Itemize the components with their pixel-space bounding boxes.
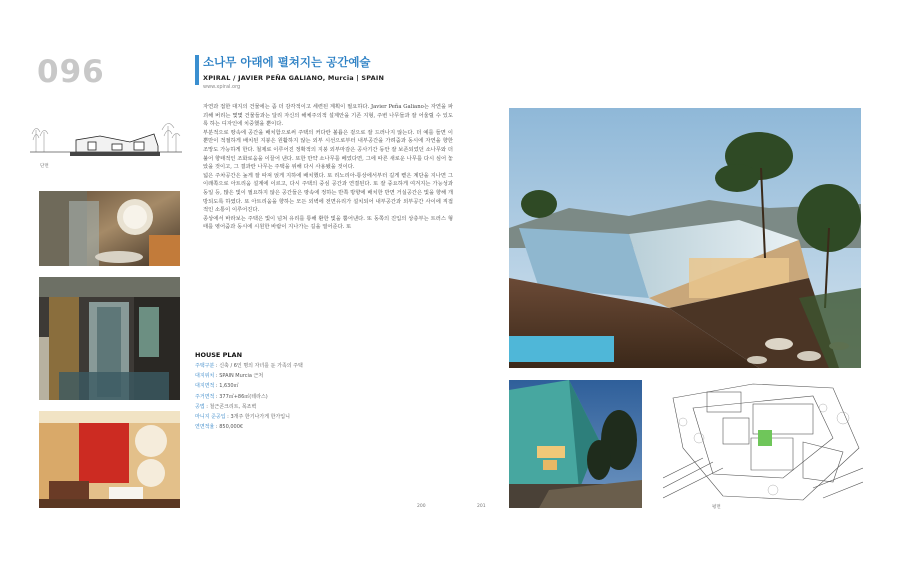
house-plan-item: 대지면적 : 1,630㎡ xyxy=(195,383,239,390)
issue-number: 096 xyxy=(37,54,105,90)
body-paragraph: 넓은 주차공간은 높게 잘 따져 얹게 지하에 배치했다. 또 리노리아-통상에서부터 길게 뻗은 계단을 지나면 그 이래쪽으로 아트리움 설계에 이르고, 다시 주택의 중심 공간과 연결된다. 또 잘 중요하게 여겨지는 가능성과 동일 등, 많은 빛이 필요하지 않은 공간들은 땅속에 정하는 반쪽 방향에 배치한 반면 거실공간은 빛을 향해 개방되도록 하였다. 또 아트리움을 향하는 모든 외벽에 전면유리가 설치되어 내부공간과 외부공간 사이에 직접적인 소통이 이루어진다. xyxy=(203,172,453,214)
title-accent-bar xyxy=(195,55,199,85)
body-paragraph: 자연과 접한 대지의 건물에는 좀 더 감각적이고 세련된 계획이 필요하다. Javier Peña Galiano는 자연을 파괴해 버리는 몇몇 건물들과는 달리 자신의 해체주의적 설계안을 기존 지형, 주변 나무들과 잘 어울릴 수 있도록 하는 디자인에 치중했을 뿐이다. xyxy=(203,104,453,128)
exterior-main-photo xyxy=(509,108,861,368)
house-plan-item: 주택구분 : 신축 / 6인 명의 자녀를 둔 가족의 주택 xyxy=(195,363,303,369)
interior-photo-lounge xyxy=(39,191,180,266)
house-plan-item: 대지위치 : SPAIN Murcia 근처 xyxy=(195,373,264,380)
website-url[interactable]: www.xpiral.org xyxy=(203,84,241,90)
body-paragraph: 부분적으로 땅속에 공간을 배치함으로써 주택의 커다란 볼륨은 겉으로 잘 드러나지 않는다. 더 예를 들면 이 뿐만이 적절하게 배치된 지붕은 원활하지 않는 외부 시선으로부터 내부공간을 가려줌과 동시에 자연을 향한 조망도 가능하게 한다. 철제로 이루어진 정확적의 지붕 외부마감은 공사기간 동안 잘 보존되었던 소나무와 더불어 향태적인 조화로움을 이끌어 낸다. 또한 만약 소나무를 베었다면, 그에 따른 새로운 나무를 다시 심어 놓았을 것이고, 그 결과란 나무는 주택을 위해 다시 사용됐을 것이다. xyxy=(203,129,453,171)
house-plan-item: 마니지 준공입 : 3개주 한기나가게 한가입니 xyxy=(195,414,290,421)
article-title: 소나무 아래에 펼쳐지는 공간예술 xyxy=(203,55,371,69)
house-plan-item: 연면적율 : 850,000€ xyxy=(195,424,244,431)
floor-plan-drawing xyxy=(663,378,863,506)
house-plan-list xyxy=(195,361,303,432)
interior-photo-bathroom xyxy=(39,411,180,508)
house-plan-item: 주거면적 : 377㎡+86㎡(테라스) xyxy=(195,393,268,400)
section-caption: 단면 xyxy=(40,164,49,169)
plan-caption: 평면 xyxy=(712,505,721,510)
body-paragraph: 종상에서 바라보는 주택은 빛이 넘쳐 유리를 통해 환한 빛을 뿜어낸다. 또 동쪽의 진입의 상층부는 트러스 형태를 엮어줌과 동시에 시원한 바람이 지나가는 길을 열어준다. 또 xyxy=(203,215,453,231)
exterior-dusk-photo xyxy=(509,380,642,508)
article-body xyxy=(203,103,453,232)
house-plan-item: 공법 : 철근콘크리트, 목조벽 xyxy=(195,403,257,410)
page-number-right: 201 xyxy=(477,504,486,509)
article-subtitle: XPIRAL / JAVIER PEÑA GALIANO, Murcia | SPAIN xyxy=(203,74,385,82)
house-plan-title: HOUSE PLAN xyxy=(195,351,243,359)
section-drawing xyxy=(30,112,182,158)
page-number-left: 200 xyxy=(417,504,426,509)
interior-photo-atrium xyxy=(39,277,180,400)
